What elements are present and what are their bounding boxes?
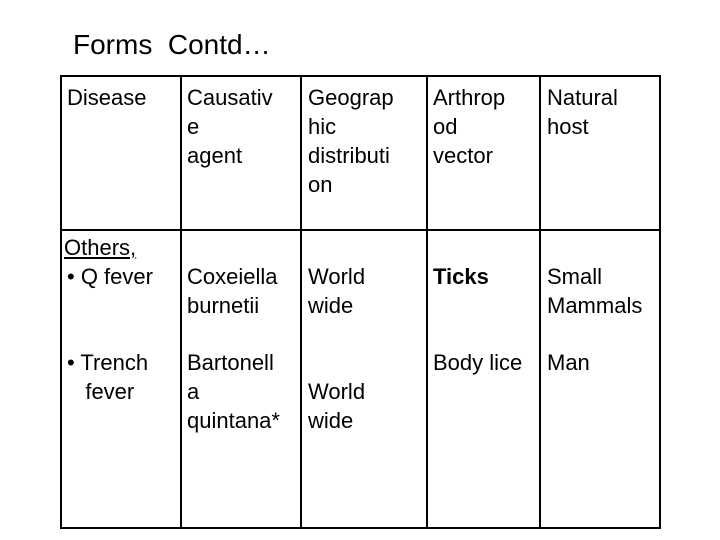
row-host: Small Mammals — [547, 264, 643, 318]
column-divider — [300, 77, 302, 527]
others-label: Others, — [64, 235, 137, 260]
row-disease: • Q fever — [67, 264, 153, 289]
row-geo: World wide — [308, 264, 366, 318]
row-geo: World wide — [308, 379, 366, 433]
row-agent: Coxeiella burnetii — [187, 264, 278, 318]
column-divider — [539, 77, 541, 527]
row-agent: Bartonell a quintana* — [187, 350, 280, 433]
header-disease: Disease — [67, 85, 147, 110]
header-arthropod-vector: Arthrop od vector — [433, 85, 506, 168]
row-disease: • Trench fever — [67, 350, 149, 404]
row-host: Man — [547, 350, 590, 375]
column-divider — [180, 229, 182, 527]
row-vector: Body lice — [433, 350, 523, 375]
column-divider — [426, 77, 428, 527]
row-vector: Ticks — [433, 264, 489, 289]
slide-title: Forms Contd… — [73, 29, 271, 60]
column-divider — [180, 77, 182, 229]
header-natural-host: Natural host — [547, 85, 618, 139]
header-divider — [62, 229, 659, 231]
header-geographic-distribution: Geograp hic distributi on — [308, 85, 394, 197]
header-causative-agent: Causativ e agent — [187, 85, 273, 168]
